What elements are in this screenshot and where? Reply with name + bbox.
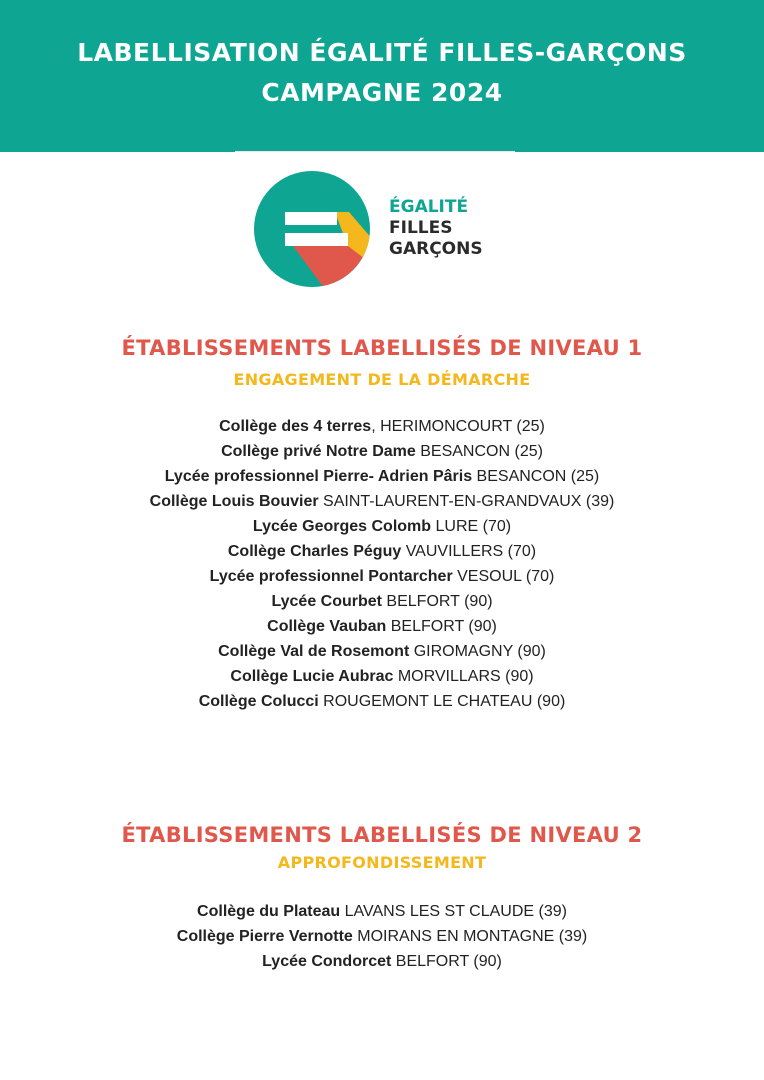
establishment-name: Collège Vauban	[267, 618, 387, 635]
establishment-location: SAINT-LAURENT-EN-GRANDVAUX (39)	[318, 493, 615, 510]
list-item	[0, 464, 764, 489]
level1-list	[0, 414, 764, 714]
establishment-name: Lycée professionnel Pierre- Adrien Pâris	[164, 468, 473, 485]
list-item	[0, 414, 764, 439]
logo-wordmark	[389, 197, 483, 260]
logo-line3: GARÇONS	[389, 239, 483, 259]
establishment-location: MORVILLARS (90)	[393, 668, 534, 685]
list-item	[0, 489, 764, 514]
header-title-line2: CAMPAGNE 2024	[261, 78, 503, 107]
logo-line1: ÉGALITÉ	[389, 197, 469, 217]
establishment-name: Collège du Plateau	[197, 903, 341, 920]
establishment-location: GIROMAGNY (90)	[409, 643, 546, 660]
egalite-logo	[253, 170, 503, 290]
establishment-name: Lycée professionnel Pontarcher	[209, 568, 453, 585]
header-title-line1: LABELLISATION ÉGALITÉ FILLES-GARÇONS	[77, 38, 687, 67]
list-item	[0, 539, 764, 564]
level1-subtitle: ENGAGEMENT DE LA DÉMARCHE	[233, 370, 531, 389]
list-item	[0, 614, 764, 639]
establishment-name: Collège Pierre Vernotte	[176, 928, 353, 945]
establishment-name: Collège Louis Bouvier	[149, 493, 319, 510]
list-item	[0, 689, 764, 714]
establishment-location: , HERIMONCOURT (25)	[371, 418, 545, 435]
establishment-location: LAVANS LES ST CLAUDE (39)	[340, 903, 567, 920]
level2-title: ÉTABLISSEMENTS LABELLISÉS DE NIVEAU 2	[121, 823, 643, 847]
establishment-location: BESANCON (25)	[415, 443, 543, 460]
establishment-location: LURE (70)	[431, 518, 512, 535]
logo-equals-icon	[253, 170, 373, 290]
level2-list	[0, 899, 764, 974]
header-banner	[0, 0, 764, 152]
establishment-name: Collège des 4 terres	[219, 418, 372, 435]
establishment-location: BESANCON (25)	[472, 468, 600, 485]
list-item	[0, 589, 764, 614]
establishment-location: BELFORT (90)	[391, 953, 502, 970]
establishment-name: Collège Colucci	[198, 693, 319, 710]
list-item	[0, 664, 764, 689]
establishment-name: Lycée Condorcet	[262, 953, 392, 970]
establishment-location: MOIRANS EN MONTAGNE (39)	[352, 928, 588, 945]
list-item	[0, 514, 764, 539]
list-item	[0, 564, 764, 589]
establishment-name: Collège Val de Rosemont	[218, 643, 410, 660]
logo-line2: FILLES	[389, 218, 453, 238]
divider	[235, 151, 515, 152]
establishment-location: BELFORT (90)	[381, 593, 493, 610]
establishment-name: Collège Charles Péguy	[227, 543, 402, 560]
list-item	[0, 639, 764, 664]
list-item	[0, 949, 764, 974]
list-item	[0, 924, 764, 949]
level1-title: ÉTABLISSEMENTS LABELLISÉS DE NIVEAU 1	[121, 336, 643, 360]
establishment-name: Collège Lucie Aubrac	[230, 668, 394, 685]
establishment-name: Collège privé Notre Dame	[221, 443, 416, 460]
list-item	[0, 899, 764, 924]
list-item	[0, 439, 764, 464]
establishment-location: VAUVILLERS (70)	[401, 543, 537, 560]
establishment-name: Lycée Georges Colomb	[252, 518, 432, 535]
establishment-location: ROUGEMONT LE CHATEAU (90)	[318, 693, 566, 710]
establishment-location: BELFORT (90)	[386, 618, 497, 635]
level2-subtitle: APPROFONDISSEMENT	[277, 853, 487, 872]
establishment-location: VESOUL (70)	[452, 568, 555, 585]
establishment-name: Lycée Courbet	[271, 593, 382, 610]
